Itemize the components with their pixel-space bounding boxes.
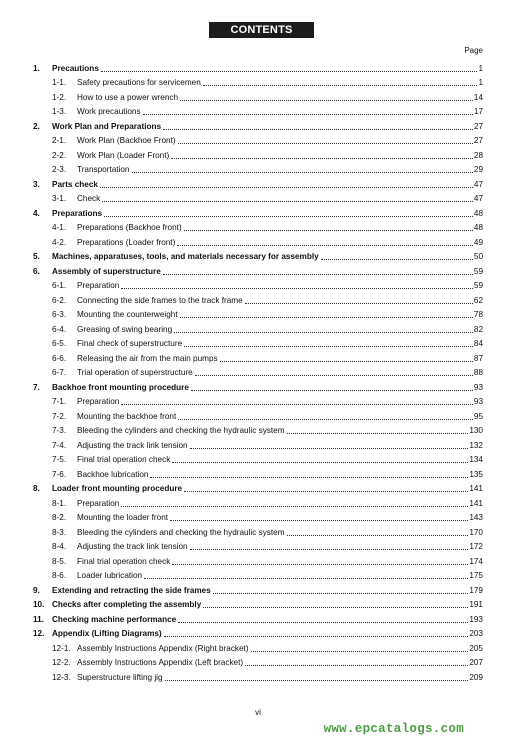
toc-entry-page: 170 [469,527,483,537]
toc-entry-title: Work Plan (Loader Front) [77,150,170,160]
toc-section-row[interactable] [33,204,483,219]
toc-subsection-row[interactable] [33,523,483,538]
toc-entry-number: 2-1. [52,136,67,145]
toc-subsection-row[interactable] [33,306,483,321]
toc-entry-page: 27 [473,121,483,131]
dot-leader [184,490,468,492]
dot-leader [321,258,473,260]
toc-subsection-row[interactable] [33,509,483,524]
toc-entry-page: 48 [473,208,483,218]
toc-entry-number: 2-2. [52,150,67,160]
toc-entry-number: 2-3. [52,165,67,174]
toc-entry-number: 7-5. [52,455,67,464]
toc-subsection-row[interactable] [33,233,483,248]
toc-entry-page: 193 [469,614,483,624]
toc-entry-number: 9. [33,585,40,595]
toc-entry-title: Safety precautions for servicemen [77,78,201,87]
page-title: CONTENTS [209,22,314,38]
toc-section-row[interactable] [33,262,483,277]
toc-entry-page: 59 [473,266,483,276]
dot-leader [165,679,469,681]
dot-leader [251,650,469,652]
toc-subsection-row[interactable] [33,422,483,437]
toc-entry-number: 7-1. [52,397,67,406]
toc-entry-page: 179 [469,585,483,595]
toc-entry-page: 132 [469,440,483,450]
toc-entry-page: 17 [473,107,483,116]
dot-leader [163,273,473,275]
toc-entry-page: 27 [473,136,483,145]
toc-entry-page: 84 [473,339,483,348]
toc-section-row[interactable] [33,625,483,640]
toc-entry-page: 203 [469,629,483,638]
toc-entry-title: Superstructure lifting jig [77,672,163,682]
toc-entry-page: 93 [473,397,483,406]
toc-entry-page: 14 [473,92,483,102]
toc-subsection-row[interactable] [33,393,483,408]
toc-entry-page: 48 [473,223,483,232]
toc-subsection-row[interactable] [33,132,483,147]
dot-leader [220,360,473,362]
dot-leader [132,171,473,173]
toc-section-row[interactable] [33,117,483,132]
toc-entry-title: Preparation [77,281,120,290]
toc-entry-page: 191 [469,600,483,609]
toc-subsection-row[interactable] [33,146,483,161]
toc-entry-number: 6-3. [52,310,67,319]
toc-subsection-row[interactable] [33,567,483,582]
dot-leader [178,621,468,623]
toc-entry-number: 1. [33,63,40,73]
toc-entry-title: Loader lubrication [77,571,143,580]
toc-entry-number: 6-2. [52,295,67,305]
toc-entry-title: Final check of superstructure [77,339,183,348]
toc-entry-title: Machines, apparatuses, tools, and materials necessary for assembly [52,252,319,261]
toc-entry-title: Assembly Instructions Appendix (Right bracket) [77,643,249,653]
dot-leader [195,374,473,376]
toc-entry-title: Backhoe front mounting procedure [52,382,189,392]
toc-entry-number: 12-2. [52,658,71,667]
dot-leader [191,389,473,391]
toc-section-row[interactable] [33,59,483,74]
toc-subsection-row[interactable] [33,320,483,335]
page-column-header: Page [464,46,483,55]
toc-entry-title: Precautions [52,63,99,73]
toc-entry-page: 29 [473,165,483,174]
toc-entry-page: 141 [469,498,483,508]
dot-leader [170,519,468,521]
dot-leader [287,534,469,536]
toc-entry-number: 3. [33,179,40,189]
toc-section-row[interactable] [33,175,483,190]
toc-subsection-row[interactable] [33,335,483,350]
toc-entry-title: Preparations (Loader front) [77,237,176,247]
toc-entry-page: 50 [473,252,483,261]
toc-subsection-row[interactable] [33,103,483,118]
toc-entry-number: 1-3. [52,107,67,116]
dot-leader [101,70,478,72]
toc-entry-number: 4-1. [52,223,67,232]
dot-leader [163,128,473,130]
toc-subsection-row[interactable] [33,654,483,669]
toc-entry-title: Work Plan and Preparations [52,121,162,131]
toc-entry-page: 207 [469,658,483,667]
toc-entry-number: 12. [33,629,45,638]
dot-leader [144,577,468,579]
toc-entry-title: Releasing the air from the main pumps [77,353,218,363]
dot-leader [245,664,468,666]
toc-entry-title: Check [77,194,101,203]
dot-leader [245,302,473,304]
toc-entry-page: 28 [473,150,483,160]
toc-entry-page: 175 [469,571,483,580]
toc-entry-page: 1 [478,63,483,73]
toc-entry-title: Preparation [77,397,120,406]
dot-leader [178,418,473,420]
toc-entry-title: Extending and retracting the side frames [52,585,211,595]
toc-entry-number: 4. [33,208,40,218]
dot-leader [143,113,473,115]
toc-entry-number: 10. [33,600,45,609]
dot-leader [184,229,473,231]
toc-subsection-row[interactable] [33,88,483,103]
toc-subsection-row[interactable] [33,494,483,509]
toc-subsection-row[interactable] [33,639,483,654]
toc-entry-number: 7-6. [52,469,67,479]
toc-section-row[interactable] [33,378,483,393]
toc-entry-page: 174 [469,556,483,566]
dot-leader [102,200,473,202]
toc-entry-page: 141 [469,484,483,493]
dot-leader [178,142,473,144]
toc-entry-title: Connecting the side frames to the track frame [77,295,243,305]
toc-entry-title: Greasing of swing bearing [77,324,173,334]
toc-entry-page: 93 [473,382,483,392]
dot-leader [177,244,473,246]
toc-subsection-row[interactable] [33,219,483,234]
toc-subsection-row[interactable] [33,552,483,567]
toc-entry-title: Bleeding the cylinders and checking the hydraulic system [77,426,285,435]
toc-entry-page: 49 [473,237,483,247]
toc-entry-title: Preparations [52,208,103,218]
toc-entry-page: 82 [473,324,483,334]
toc-entry-title: Assembly of superstructure [52,266,161,276]
toc-subsection-row[interactable] [33,349,483,364]
dot-leader [190,447,469,449]
toc-section-row[interactable] [33,248,483,263]
toc-entry-title: Adjusting the track link tension [77,440,188,450]
toc-entry-number: 7-4. [52,440,67,450]
toc-entry-page: 59 [473,281,483,290]
toc-entry-page: 95 [473,411,483,421]
toc-entry-title: Preparations (Backhoe front) [77,223,182,232]
toc-section-row[interactable] [33,581,483,596]
toc-entry-number: 3-1. [52,194,67,203]
dot-leader [180,316,473,318]
toc-entry-title: Mounting the counterweight [77,310,178,319]
toc-entry-title: Checks after completing the assembly [52,600,202,609]
table-of-contents [33,59,483,683]
toc-entry-title: Trial operation of superstructure [77,368,193,377]
dot-leader [190,548,469,550]
toc-entry-number: 6. [33,266,40,276]
toc-entry-title: Checking machine performance [52,614,177,624]
toc-entry-number: 6-4. [52,324,67,334]
toc-entry-page: 172 [469,542,483,551]
toc-entry-page: 1 [478,78,483,87]
toc-entry-page: 130 [469,426,483,435]
toc-entry-title: Bleeding the cylinders and checking the hydraulic system [77,527,285,537]
toc-entry-number: 8-1. [52,498,67,508]
toc-subsection-row[interactable] [33,436,483,451]
dot-leader [171,157,473,159]
toc-subsection-row[interactable] [33,407,483,422]
dot-leader [172,563,468,565]
toc-entry-number: 8-2. [52,513,67,522]
toc-entry-page: 62 [473,295,483,305]
toc-entry-title: Final trial operation check [77,455,171,464]
dot-leader [121,287,473,289]
toc-entry-number: 11. [33,614,44,624]
toc-subsection-row[interactable] [33,291,483,306]
toc-entry-number: 2. [33,121,40,131]
toc-entry-title: Loader front mounting procedure [52,484,183,493]
toc-entry-number: 12-1. [52,643,71,653]
toc-entry-number: 7. [33,382,40,392]
toc-entry-page: 47 [473,179,483,189]
toc-entry-number: 6-1. [52,281,67,290]
toc-entry-number: 1-2. [52,92,67,102]
toc-entry-page: 205 [469,643,483,653]
dot-leader [172,461,468,463]
toc-entry-title: Parts check [52,179,98,189]
toc-entry-number: 1-1. [52,78,67,87]
toc-entry-number: 6-6. [52,353,67,363]
dot-leader [121,505,468,507]
toc-entry-number: 8-4. [52,542,67,551]
dot-leader [104,215,473,217]
toc-entry-title: How to use a power wrench [77,92,179,102]
toc-entry-page: 88 [473,368,483,377]
toc-entry-title: Assembly Instructions Appendix (Left bracket) [77,658,244,667]
toc-entry-title: Backhoe lubrication [77,469,149,479]
toc-entry-title: Work Plan (Backhoe Front) [77,136,176,145]
toc-entry-page: 135 [469,469,483,479]
toc-entry-number: 5. [33,252,40,261]
toc-entry-number: 7-2. [52,411,67,421]
toc-subsection-row[interactable] [33,451,483,466]
toc-entry-page: 143 [469,513,483,522]
toc-entry-number: 7-3. [52,426,67,435]
toc-entry-page: 209 [469,672,483,682]
toc-entry-title: Work precautions [77,107,141,116]
dot-leader [203,606,468,608]
toc-entry-title: Mounting the loader front [77,513,169,522]
dot-leader [287,432,469,434]
toc-section-row[interactable] [33,610,483,625]
toc-entry-number: 8-3. [52,527,67,537]
dot-leader [213,592,469,594]
dot-leader [164,635,469,637]
toc-entry-number: 8-6. [52,571,67,580]
toc-subsection-row[interactable] [33,161,483,176]
toc-entry-number: 6-7. [52,368,67,377]
dot-leader [180,99,473,101]
toc-subsection-row[interactable] [33,74,483,89]
toc-subsection-row[interactable] [33,190,483,205]
toc-subsection-row[interactable] [33,668,483,683]
toc-entry-title: Mounting the backhoe front [77,411,177,421]
dot-leader [184,345,473,347]
toc-entry-title: Adjusting the track link tension [77,542,188,551]
toc-section-row[interactable] [33,480,483,495]
dot-leader [150,476,468,478]
toc-entry-page: 47 [473,194,483,203]
toc-subsection-row[interactable] [33,277,483,292]
dot-leader [203,84,478,86]
toc-entry-number: 8. [33,484,40,493]
toc-subsection-row[interactable] [33,465,483,480]
toc-entry-number: 4-2. [52,237,67,247]
toc-entry-number: 6-5. [52,339,67,348]
toc-entry-number: 12-3. [52,672,71,682]
toc-entry-title: Preparation [77,498,120,508]
toc-section-row[interactable] [33,596,483,611]
dot-leader [100,186,473,188]
footer-page-number: vi [255,708,261,717]
dot-leader [174,331,473,333]
toc-entry-title: Appendix (Lifting Diagrams) [52,629,162,638]
watermark: www.epcatalogs.com [323,722,464,736]
dot-leader [121,403,473,405]
toc-entry-title: Transportation [77,165,130,174]
toc-entry-page: 87 [473,353,483,363]
toc-subsection-row[interactable] [33,364,483,379]
toc-entry-title: Final trial operation check [77,556,171,566]
toc-entry-number: 8-5. [52,556,67,566]
toc-entry-page: 78 [473,310,483,319]
toc-subsection-row[interactable] [33,538,483,553]
toc-entry-page: 134 [469,455,483,464]
